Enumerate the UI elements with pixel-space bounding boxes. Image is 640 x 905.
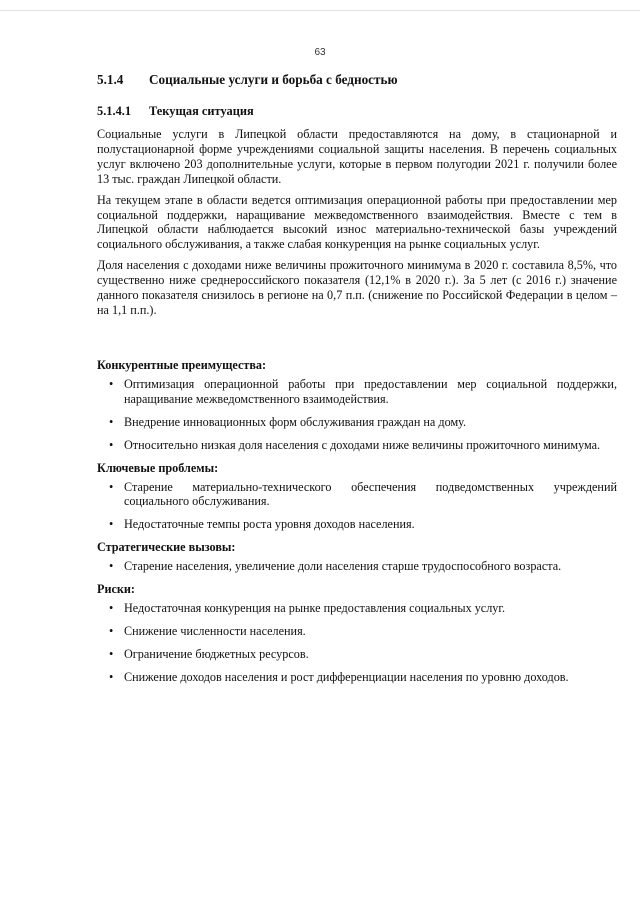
bullet-icon: • xyxy=(109,669,114,684)
bullet-icon: • xyxy=(109,517,114,532)
list-item: • Относительно низкая доля населения с доходами ниже величины прожиточного минимума. xyxy=(97,438,617,453)
list-item: • Внедрение инновационных форм обслуживания граждан на дому. xyxy=(97,415,617,430)
document-body xyxy=(97,62,617,693)
bullet-icon: • xyxy=(109,559,114,574)
list-item: • Ограничение бюджетных ресурсов. xyxy=(97,647,617,662)
bullet-icon: • xyxy=(109,437,114,452)
subsection-number: 5.1.4.1 xyxy=(97,104,132,118)
section-title: Социальные услуги и борьба с бедностью xyxy=(149,72,398,87)
list-item: • Снижение доходов населения и рост дифференциации населения по уровню доходов. xyxy=(97,670,617,685)
list-item: • Оптимизация операционной работы при предоставлении мер социальной поддержки, наращивание межведомственного взаимодействия. xyxy=(97,377,617,407)
list-item: • Старение населения, увеличение доли населения старше трудоспособного возраста. xyxy=(97,559,617,574)
bullet-icon: • xyxy=(109,479,114,494)
subsection-heading xyxy=(97,104,617,119)
section-number: 5.1.4 xyxy=(97,72,124,87)
page-number: 63 xyxy=(314,47,326,58)
risks-heading: Риски: xyxy=(97,582,135,597)
list-item: • Недостаточные темпы роста уровня доходов населения. xyxy=(97,517,617,532)
advantages-heading: Конкурентные преимущества: xyxy=(97,357,267,372)
subsection-title: Текущая ситуация xyxy=(149,104,254,118)
problems-heading: Ключевые проблемы: xyxy=(97,460,219,475)
list-item: • Старение материально-технического обеспечения подведомственных учреждений социального обслуживания. xyxy=(97,480,617,510)
advantages-list xyxy=(97,377,617,453)
list-item: • Недостаточная конкуренция на рынке предоставления социальных услуг. xyxy=(97,601,617,616)
bullet-icon: • xyxy=(109,601,114,616)
bullet-icon: • xyxy=(109,624,114,639)
bullet-icon: • xyxy=(109,646,114,661)
paragraph: Социальные услуги в Липецкой области предоставляются на дому, в стационарной и полустационарной форме учреждениями социальной защиты населения. В перечень социальных услуг включено 203 дополнительные услуги, которые в первом полугодии 2021 г. получили более 13 тыс. граждан Липецкой области. xyxy=(97,127,617,186)
top-border-line xyxy=(0,10,640,11)
bullet-icon: • xyxy=(109,376,114,391)
risks-list xyxy=(97,601,617,685)
problems-list xyxy=(97,480,617,533)
list-item: • Снижение численности населения. xyxy=(97,624,617,639)
paragraph: Доля населения с доходами ниже величины прожиточного минимума в 2020 г. составила 8,5%, что существенно ниже среднероссийского показателя (12,1% в 2020 г.). За 5 лет (с 2016 г.) значение данного показателя снизилось в регионе на 0,7 п.п. (снижение по Российской Федерации в целом – на 1,1 п.п.). xyxy=(97,258,617,317)
paragraph: На текущем этапе в области ведется оптимизация операционной работы при предоставлении мер социальной поддержки, наращивание межведомственного взаимодействия. Вместе с тем в Липецкой области наблюдается высокий износ материально-технической базы учреждений социального обслуживания, а также слабая конкуренция на рынке социальных услуг. xyxy=(97,192,617,252)
challenges-heading: Стратегические вызовы: xyxy=(97,540,236,555)
bullet-icon: • xyxy=(109,414,114,429)
section-heading xyxy=(97,72,617,88)
challenges-list xyxy=(97,559,617,574)
